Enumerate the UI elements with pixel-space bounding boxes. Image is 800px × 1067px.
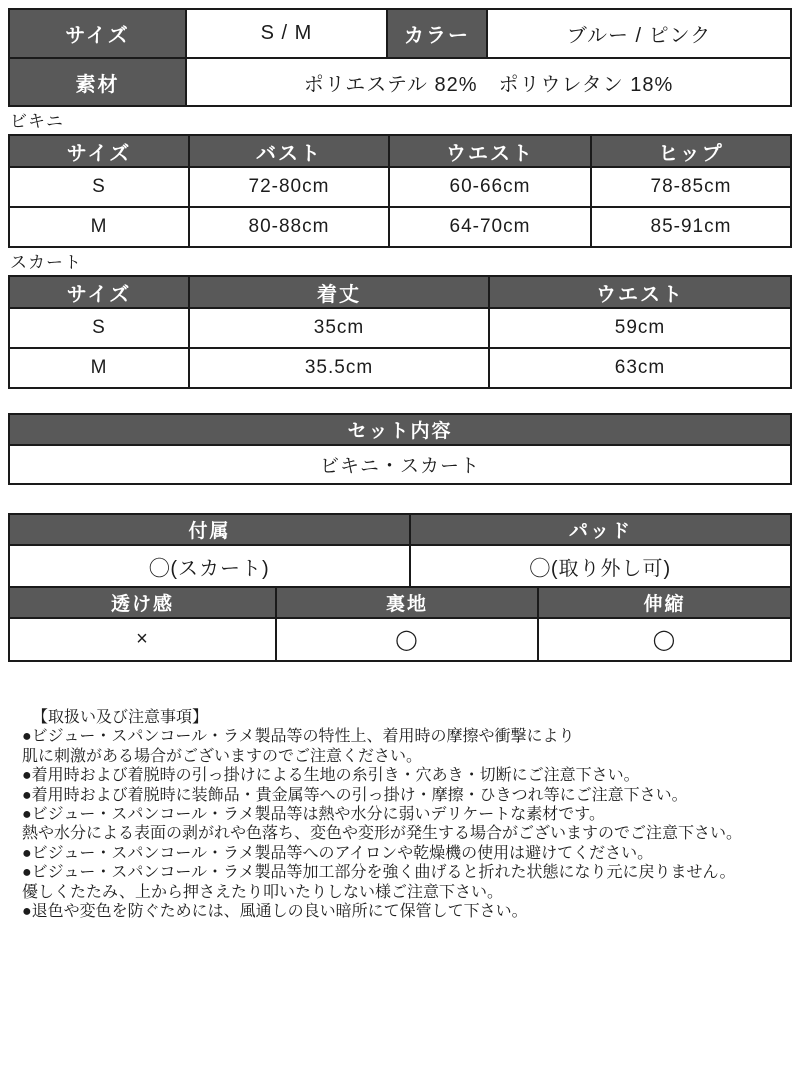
color-label-cell: カラー — [388, 10, 486, 57]
spec-table — [8, 8, 792, 107]
size-value-cell: S / M — [187, 10, 386, 57]
set-contents-table — [8, 413, 792, 485]
lining-header: 裏地 — [277, 588, 537, 617]
care-note-line: 熱や水分による表面の剥がれや色落ち、変色や変形が発生する場合がございますのでご注意下さい。 — [22, 825, 743, 843]
table-cell: M — [10, 208, 188, 246]
care-note-line: 肌に刺激がある場合がございますのでご注意ください。 — [22, 747, 423, 765]
accessory-header: 付属 — [10, 515, 409, 544]
table-cell: 59cm — [490, 309, 790, 347]
stretch-value: ◯ — [539, 619, 790, 660]
accessory-value: ◯(スカート) — [10, 546, 409, 586]
features-value-row — [10, 546, 790, 586]
pad-header: パッド — [411, 515, 790, 544]
table-cell: 64-70cm — [390, 208, 590, 246]
lining-value: ◯ — [277, 619, 537, 660]
care-note-line: ●着用時および着脱時の引っ掛けによる生地の糸引き・穴あき・切断にご注意下さい。 — [22, 767, 640, 785]
table-cell: 63cm — [490, 349, 790, 387]
table-cell: 35.5cm — [190, 349, 488, 387]
features-table — [8, 513, 792, 662]
bikini-col-header: ヒップ — [592, 136, 790, 166]
bikini-size-table — [8, 134, 792, 248]
table-cell: 80-88cm — [190, 208, 388, 246]
skirt-col-header: ウエスト — [490, 277, 790, 307]
table-cell: 85-91cm — [592, 208, 790, 246]
care-note-line: ●ビジュー・スパンコール・ラメ製品等へのアイロンや乾燥機の使用は避けてください。 — [22, 844, 654, 862]
care-notes-title: 【取扱い及び注意事項】 — [32, 709, 209, 726]
table-cell: 60-66cm — [390, 168, 590, 206]
bikini-col-header: バスト — [190, 136, 388, 166]
bikini-col-header: ウエスト — [390, 136, 590, 166]
care-note-line: 優しくたたみ、上から押さえたり叩いたりしない様ご注意下さい。 — [22, 883, 503, 901]
features-value-row — [10, 619, 790, 660]
care-notes — [8, 708, 792, 921]
table-cell: 72-80cm — [190, 168, 388, 206]
material-value-cell: ポリエステル 82% ポリウレタン 18% — [187, 59, 790, 105]
bikini-col-header: サイズ — [10, 136, 188, 166]
table-cell: 78-85cm — [592, 168, 790, 206]
set-contents-header: セット内容 — [10, 415, 790, 444]
table-cell: S — [10, 309, 188, 347]
pad-value: ◯(取り外し可) — [411, 546, 790, 586]
table-cell: M — [10, 349, 188, 387]
care-note-line: ●着用時および着脱時に装飾品・貴金属等への引っ掛け・摩擦・ひきつれ等にご注意下さい。 — [22, 786, 688, 804]
skirt-section-label: スカート — [10, 253, 82, 272]
care-note-line: ●退色や変色を防ぐためには、風通しの良い暗所にて保管して下さい。 — [22, 903, 528, 921]
bikini-section-label: ビキニ — [10, 112, 64, 131]
set-contents-value: ビキニ・スカート — [10, 446, 790, 483]
table-cell: S — [10, 168, 188, 206]
care-note-line: ●ビジュー・スパンコール・ラメ製品等は熱や水分に弱いデリケートな素材です。 — [22, 806, 605, 824]
skirt-col-header: 着丈 — [190, 277, 488, 307]
table-cell: 35cm — [190, 309, 488, 347]
size-label-cell: サイズ — [10, 10, 185, 57]
skirt-size-table — [8, 275, 792, 389]
material-label-cell: 素材 — [10, 59, 185, 105]
stretch-header: 伸縮 — [539, 588, 790, 617]
care-note-line: ●ビジュー・スパンコール・ラメ製品等加工部分を強く曲げると折れた状態になり元に戻りません。 — [22, 864, 736, 882]
sheerness-header: 透け感 — [10, 588, 275, 617]
color-value-cell: ブルー / ピンク — [488, 10, 790, 57]
features-header-row — [10, 515, 790, 544]
features-header-row — [10, 588, 790, 617]
skirt-col-header: サイズ — [10, 277, 188, 307]
sheerness-value: × — [10, 619, 275, 660]
care-note-line: ●ビジュー・スパンコール・ラメ製品等の特性上、着用時の摩擦や衝撃により — [22, 728, 575, 746]
